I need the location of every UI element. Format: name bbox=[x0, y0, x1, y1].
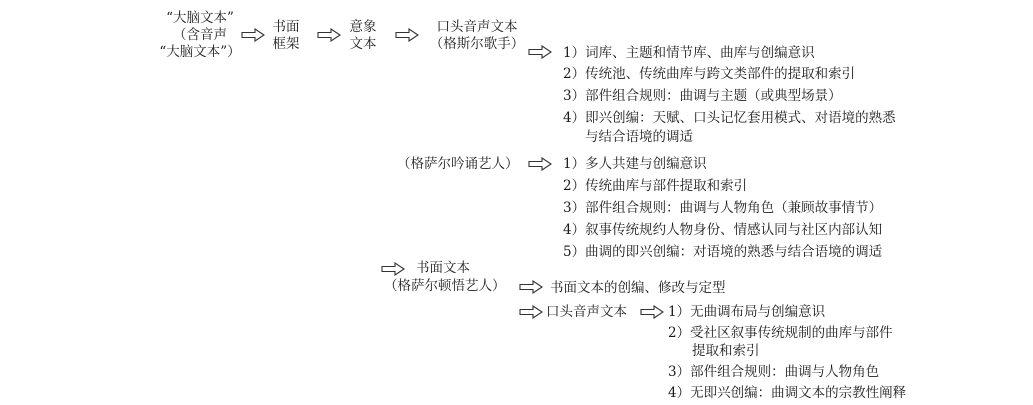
list-item: 1）词库、主题和情节库、曲库与创编意识 bbox=[563, 45, 815, 61]
oral-text-title: 口头音声文本 bbox=[436, 19, 518, 35]
hollow-right-arrow-icon bbox=[519, 280, 543, 294]
hollow-right-arrow-icon bbox=[381, 262, 405, 276]
hollow-right-arrow-icon bbox=[395, 28, 419, 42]
enlightened-artist-label: （格萨尔顿悟艺人） bbox=[384, 278, 506, 294]
oral-text-label: 口头音声文本 bbox=[546, 304, 627, 320]
source-line-3: “大脑文本”） bbox=[159, 44, 241, 60]
list-item: 2）传统池、传统曲库与跨文类部件的提取和索引 bbox=[563, 66, 856, 82]
list-item: 3）部件组合规则：曲调与主题（或典型场景） bbox=[563, 88, 842, 104]
list-item-continuation: 提取和索引 bbox=[692, 343, 760, 359]
written-result-text: 书面文本的创编、修改与定型 bbox=[550, 280, 726, 296]
list-item: 1）无曲调布局与创编意识 bbox=[668, 304, 826, 320]
list-item: 4）无即兴创编：曲调文本的宗教性阐释 bbox=[668, 385, 907, 401]
list-item: 1）多人共建与创编意识 bbox=[563, 156, 707, 172]
source-node bbox=[150, 10, 250, 61]
image-text-line-1: 意象 bbox=[349, 19, 377, 35]
written-framework-line-2: 框架 bbox=[272, 36, 300, 52]
list-item: 3）部件组合规则：曲调与人物角色（兼顾故事情节） bbox=[563, 200, 883, 216]
written-framework-node bbox=[268, 19, 304, 53]
hollow-right-arrow-icon bbox=[241, 28, 265, 42]
recitation-artist-label: （格萨尔吟诵艺人） bbox=[397, 156, 519, 172]
list-item: 4）即兴创编：天赋、口头记忆套用模式、对语境的熟悉 bbox=[563, 110, 896, 126]
list-item-continuation: 与结合语境的调适 bbox=[585, 129, 693, 145]
oral-text-singer-node bbox=[425, 19, 529, 53]
hollow-right-arrow-icon bbox=[317, 28, 341, 42]
source-line-1: “大脑文本” bbox=[166, 10, 234, 26]
list-item: 2）传统曲库与部件提取和索引 bbox=[563, 178, 748, 194]
written-text-label: 书面文本 bbox=[416, 260, 470, 276]
hollow-right-arrow-icon bbox=[640, 305, 664, 319]
hollow-right-arrow-icon bbox=[528, 45, 552, 59]
list-item: 2）受社区叙事传统规制的曲库与部件 bbox=[668, 325, 893, 341]
singer-subtitle: （格斯尔歌手） bbox=[429, 36, 525, 52]
source-line-2: （含音声 bbox=[173, 27, 227, 43]
written-framework-line-1: 书面 bbox=[272, 19, 300, 35]
list-item: 4）叙事传统规约人物身份、情感认同与社区内部认知 bbox=[563, 222, 883, 238]
image-text-line-2: 文本 bbox=[349, 36, 377, 52]
list-item: 5）曲调的即兴创编：对语境的熟悉与结合语境的调适 bbox=[563, 244, 883, 260]
image-text-node bbox=[345, 19, 381, 53]
hollow-right-arrow-icon bbox=[519, 305, 543, 319]
hollow-right-arrow-icon bbox=[528, 157, 552, 171]
list-item: 3）部件组合规则：曲调与人物角色 bbox=[668, 364, 880, 380]
